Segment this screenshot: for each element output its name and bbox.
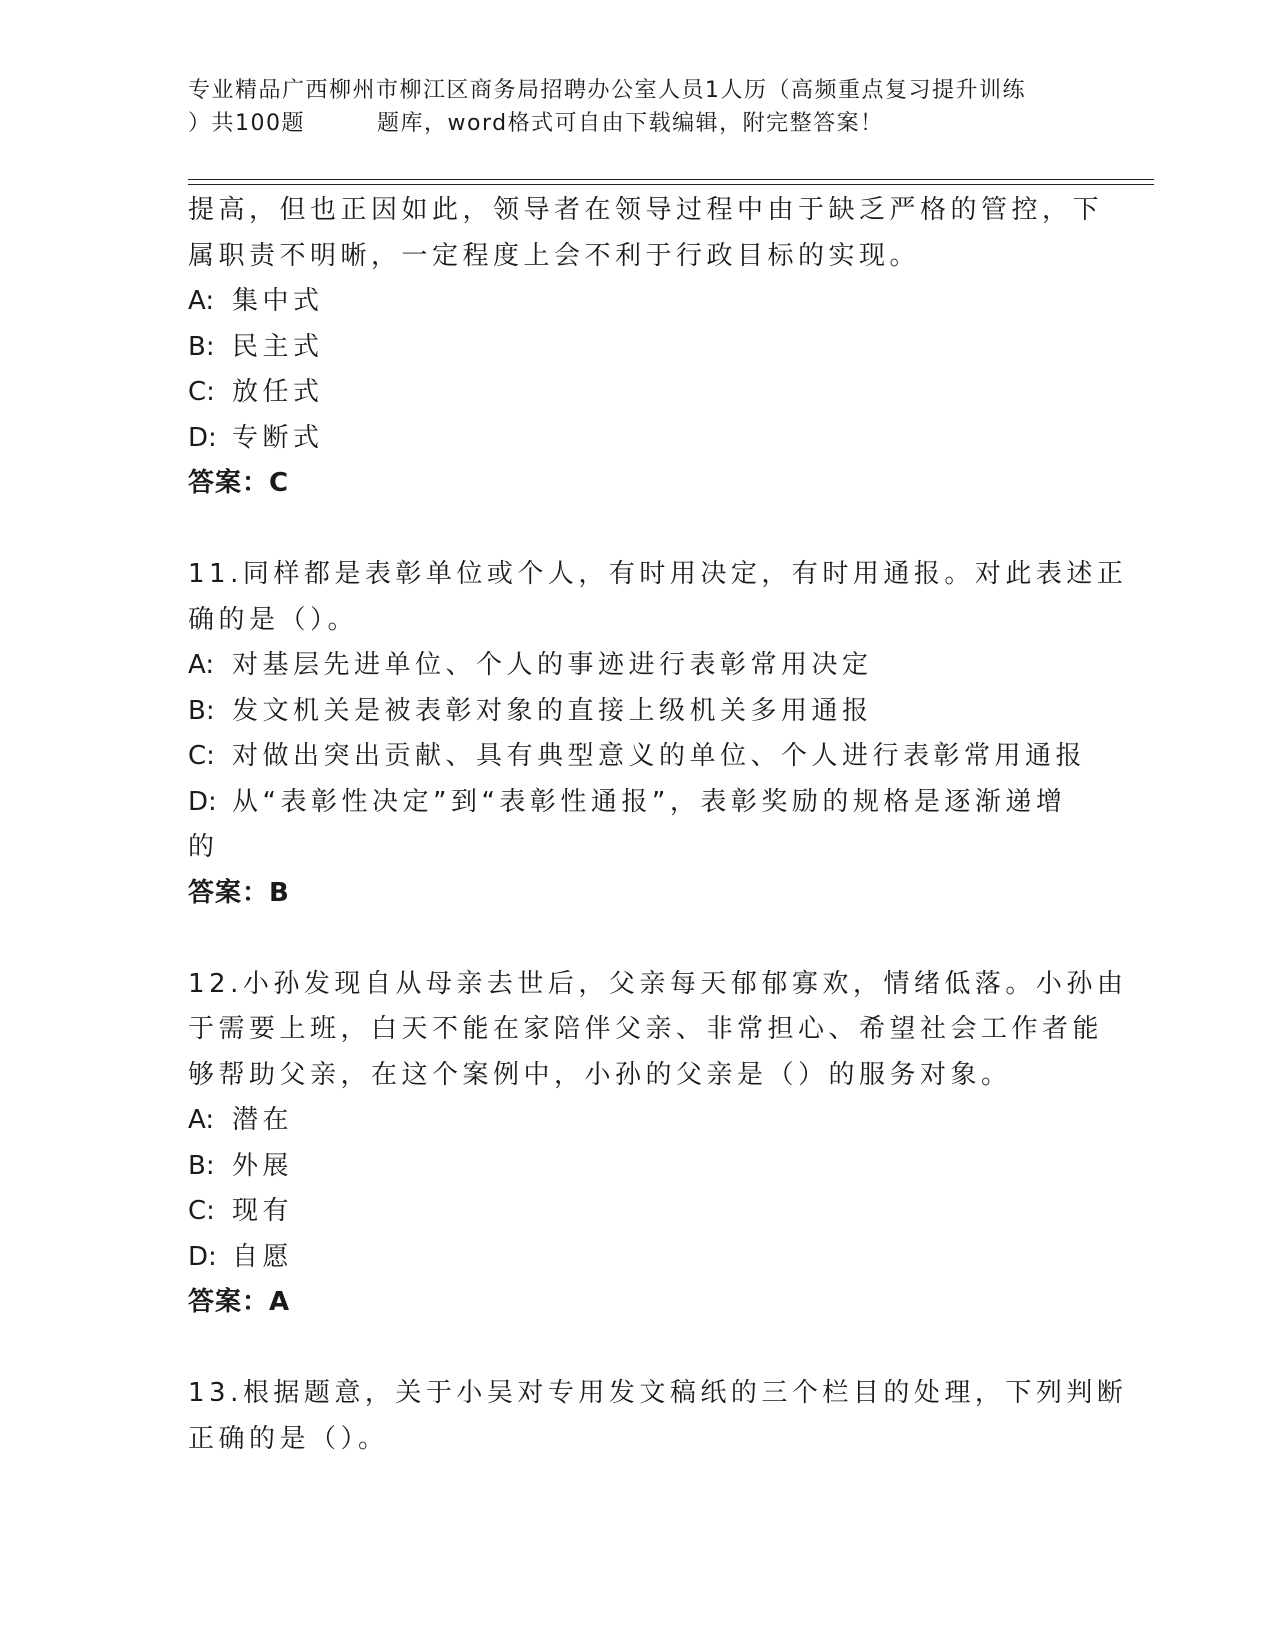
question-12 — [188, 962, 1128, 1326]
option-text: 专断式 — [232, 422, 324, 453]
option-key: A: — [188, 286, 215, 316]
option-key: B: — [188, 695, 215, 726]
option-text: 对基层先进单位、个人的事迹进行表彰常用决定 — [232, 650, 873, 680]
option-a — [188, 1098, 1088, 1144]
option-d-wrap: 的 — [188, 832, 219, 862]
option-d — [188, 416, 1088, 462]
option-key: A: — [188, 1105, 215, 1135]
question-stem-line: 确的是（）。 — [188, 604, 359, 635]
option-key: C: — [188, 741, 215, 771]
header-line-2 — [188, 107, 1088, 140]
header-line-2-end: 题库，word格式可自由下载编辑，附完整答案！ — [377, 111, 884, 136]
question-stem-line: 于需要上班，白天不能在家陪伴父亲、非常担心、希望社会工作者能 — [188, 1014, 1104, 1044]
question-stem-line: 11.同样都是表彰单位或个人，有时用决定，有时用通报。对此表述正 — [188, 559, 1128, 589]
header-line-1: 专业精品广西柳州市柳江区商务局招聘办公室人员1人历（高频重点复习提升训练 — [188, 78, 1026, 103]
question-13 — [188, 1371, 1128, 1462]
option-text: 外展 — [232, 1150, 294, 1181]
option-b — [188, 1144, 1088, 1190]
question-stem-line: 13.根据题意，关于小吴对专用发文稿纸的三个栏目的处理，下列判断 — [188, 1378, 1128, 1408]
option-b — [188, 689, 1088, 735]
option-a — [188, 643, 1088, 689]
option-key: D: — [188, 786, 217, 817]
option-d — [188, 780, 1088, 826]
option-text: 放任式 — [232, 377, 324, 407]
answer-line: 答案：C — [188, 468, 290, 498]
option-text: 潜在 — [232, 1105, 294, 1135]
option-key: C: — [188, 1196, 215, 1226]
question-stem-line: 够帮助父亲，在这个案例中，小孙的父亲是（）的服务对象。 — [188, 1059, 1012, 1090]
option-text: 集中式 — [232, 286, 324, 316]
document-header — [188, 74, 1088, 140]
option-text: 自愿 — [232, 1241, 294, 1272]
question-stem-line: 属职责不明晰，一定程度上会不利于行政目标的实现。 — [188, 240, 921, 271]
option-key: D: — [188, 1241, 217, 1272]
document-body — [188, 188, 1128, 1462]
option-text: 从“表彰性决定”到“表彰性通报”，表彰奖励的规格是逐渐递增 — [232, 786, 1067, 817]
answer-line: 答案：B — [188, 877, 290, 908]
option-b — [188, 325, 1088, 371]
option-d — [188, 1235, 1088, 1281]
question-11 — [188, 552, 1128, 916]
option-key: D: — [188, 422, 217, 453]
option-text: 民主式 — [232, 331, 324, 362]
option-c — [188, 370, 1088, 416]
header-line-2-start: ）共100题 — [188, 111, 305, 136]
question-stem-line: 12.小孙发现自从母亲去世后，父亲每天郁郁寡欢，情绪低落。小孙由 — [188, 968, 1128, 999]
option-text: 发文机关是被表彰对象的直接上级机关多用通报 — [232, 695, 873, 726]
option-text: 对做出突出贡献、具有典型意义的单位、个人进行表彰常用通报 — [232, 741, 1087, 771]
option-text: 现有 — [232, 1196, 294, 1226]
option-c — [188, 1189, 1088, 1235]
question-stem-line: 提高，但也正因如此，领导者在领导过程中由于缺乏严格的管控，下 — [188, 195, 1104, 225]
header-rule-bottom — [188, 184, 1154, 185]
option-key: C: — [188, 377, 215, 407]
option-key: B: — [188, 1150, 215, 1181]
option-key: A: — [188, 650, 215, 680]
option-c — [188, 734, 1088, 780]
option-a — [188, 279, 1088, 325]
answer-line: 答案：A — [188, 1287, 291, 1317]
header-rule-top — [188, 179, 1154, 180]
option-key: B: — [188, 331, 215, 362]
question-stem-line: 正确的是（）。 — [188, 1423, 389, 1454]
question-10 — [188, 188, 1104, 507]
